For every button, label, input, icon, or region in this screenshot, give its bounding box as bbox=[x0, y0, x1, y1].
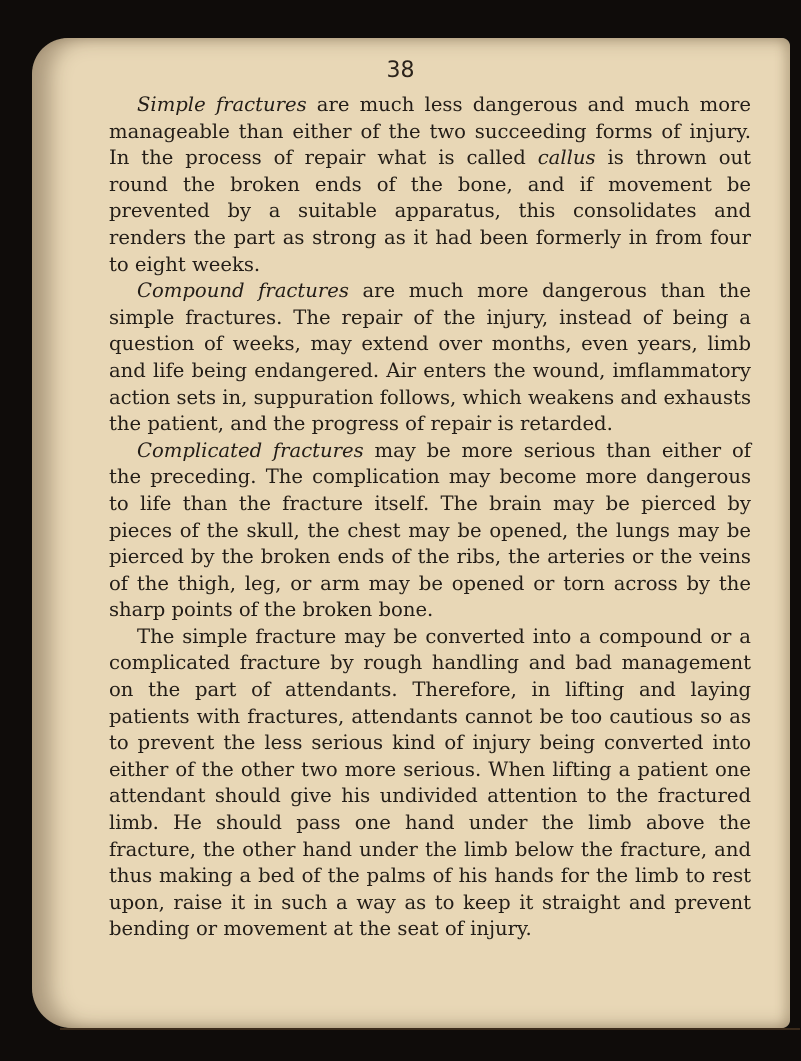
paragraph-compound-fractures: Compound fractures are much more dangerous than the simple fractures. The repair of the injury, instead of being a question of weeks, may extend over months, even years, limb and life being endangered. Air enters the wound, imflammatory action sets in, suppuration follows, which weakens and exhausts the patient, and the progress of repair is retarded. bbox=[109, 279, 751, 436]
term-compound-fractures: Compound fractures bbox=[137, 279, 349, 303]
paragraph-handling: The simple fracture may be converted into a compound or a complicated fracture by rough handling and bad management on the part of attendants. Therefore, in lifting and laying patients with fractures, attendants cannot be too cautious so as to prevent the less serious kind of injury being converted into either of the other two more serious. When lifting a patient one attendant should give his undivided attention to the fractured limb. He should pass one hand under the limb above the fracture, the other hand under the limb below the fracture, and thus making a bed of the palms of his hands for the limb to rest upon, raise it in such a way as to keep it straight and prevent bending or movement at the seat of injury. bbox=[109, 624, 751, 941]
page-body bbox=[109, 92, 751, 943]
paragraph-complicated-fractures: Complicated fractures may be more serious than either of the preceding. The complication may become more dangerous to life than the fracture itself. The brain may be pierced by pieces of the skull, the chest may be opened, the lungs may be pierced by the broken ends of the ribs, the arteries or the veins of the thigh, leg, or arm may be opened or torn across by the sharp points of the broken bone. bbox=[109, 438, 752, 622]
term-complicated-fractures: Complicated fractures bbox=[137, 438, 364, 462]
term-callus: callus bbox=[537, 146, 596, 170]
term-simple-fractures: Simple fractures bbox=[137, 93, 307, 116]
page-number: 38 bbox=[386, 58, 415, 83]
page-bottom-edge bbox=[60, 1028, 800, 1030]
paragraph-simple-fractures: Simple fractures are much less dangerous and much more manageable than either of the two succeeding forms of injury. In the process of repair what is called callus is thrown out round the broken ends of the bone, and if movement be prevented by a suitable apparatus, this consolidates and renders the part as strong as it had been formerly in from four to eight weeks. bbox=[109, 93, 752, 276]
